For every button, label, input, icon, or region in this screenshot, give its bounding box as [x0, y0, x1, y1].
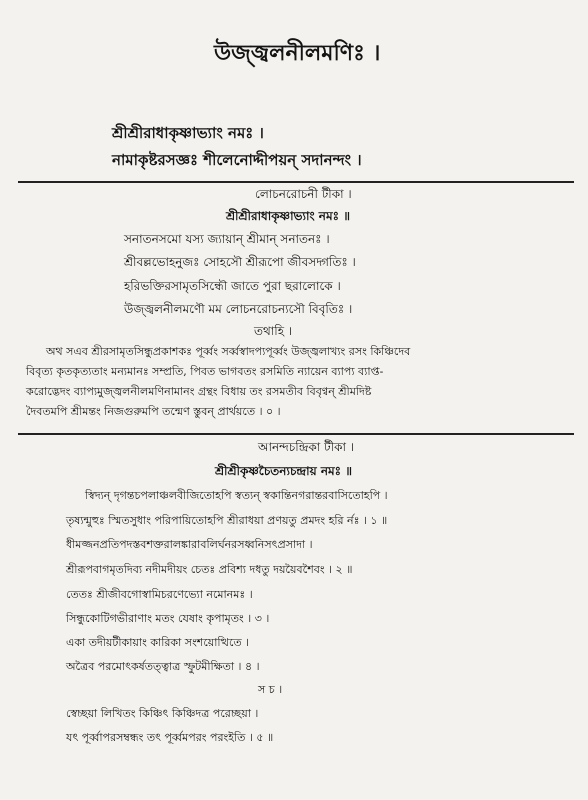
invocation-line-2: নামাকৃষ্টরসজ্ঞঃ শীলেনোদ্দীপয়ন্ সদানন্দং ।: [112, 151, 362, 169]
lochana-heading: লোচনরোচনী টীকা ।: [255, 187, 352, 201]
ananda-line-3: ধীমজ্জনপ্রতিপদস্তবশক্তরালঙ্কারাবলির্ঘনরসধ্বনিসৎপ্রসাদা ।: [66, 538, 313, 551]
ananda-line-8: অত্রৈব পরমোৎকর্ষতত্ত্বাত্র স্ফুটমীক্ষিতা । ৪ ।: [66, 660, 260, 673]
section-divider-top: [18, 181, 574, 183]
section-divider-middle: [18, 433, 574, 435]
lochana-salutation: শ্রীশ্রীরাধাকৃষ্ণাভ্যাং নমঃ ॥: [226, 209, 350, 223]
ananda-salutation: শ্রীশ্রীকৃষ্ণচৈতন্যচন্দ্রায় নমঃ ॥: [215, 464, 353, 478]
ananda-line-6: সিন্ধুকোটিগভীরাণাং মতং যেষাং কৃপামৃতং । ৩ ।: [66, 612, 270, 625]
lochana-prose-line-1: অথ সএব শ্রীরসামৃতসিন্ধুপ্রকাশকঃ পূর্ব্বং সর্ব্বস্বাদপ্যপূর্ব্বং উজ্জ্বলাখ্যং রসং কিঞ্চিদেব: [46, 345, 411, 358]
lochana-tathahi: তথাহি ।: [254, 324, 293, 338]
invocation-line-1: শ্রীশ্রীরাধাকৃষ্ণাভ্যাং নমঃ ।: [112, 124, 264, 142]
lochana-verse-4: উজ্জ্বলনীলমণৌ মম লোচনরোচন্যসৌ বিবৃতিঃ ।: [124, 302, 353, 316]
ananda-line-10: স্বেচ্ছয়া লিখিতং কিঞ্চিৎ কিঞ্চিদত্র পরেচ্ছয়া ।: [66, 707, 259, 720]
lochana-verse-3: হরিভক্তিরসামৃতসিন্ধৌ জাতে পুরা ছরালোকে ।: [124, 279, 341, 293]
lochana-verse-1: সনাতনসমো যস্য জ্যায়ান্ শ্রীমান্ সনাতনঃ ।: [124, 232, 330, 246]
ananda-line-9: স চ ।: [258, 683, 283, 696]
lochana-prose-line-2: বিবৃত্য কৃতকৃত্যতাং মন্যমানঃ সম্প্রতি, পিবত ভাগবতং রসমিতি ন্যায়েন ব্যাপ্য ব্যাপ্ত-: [26, 365, 384, 378]
ananda-line-5: তেতঃ শ্রীজীবগোস্বামিচরণেভ্যো নমোনমঃ ।: [66, 588, 253, 601]
lochana-verse-2: শ্রীবল্লভোহনুজঃ সোহসৌ শ্রীরূপো জীবসদ্গতিঃ ।: [124, 255, 356, 269]
lochana-prose-line-4: দৈবতমপি শ্রীমন্তং নিজগুরুমপি তন্মেণ স্তুবন্ প্রার্থয়তে । ০ ।: [26, 405, 281, 418]
ananda-line-2: তৃষ্যন্মুহুঃ স্মিতসুধাং পরিপায়িতোহপি শ্রীরাধয়া প্রণয়তু প্রমদং হরি র্নঃ । ১ ॥: [66, 514, 388, 527]
page-title: উজ্জ্বলনীলমণিঃ ।: [214, 40, 381, 66]
ananda-line-1: স্বিদ্যন্ দৃগন্তচপলাঞ্চলবীজিতোহপি স্বত্যন্ স্বকান্তিনগরান্তরবাসিতোহপি ।: [85, 489, 388, 502]
ananda-line-11: যৎ পূর্ব্বাপরসম্বন্ধং তৎ পূর্ব্বমপরং পরংইতি । ৫ ॥: [66, 731, 274, 744]
ananda-line-4: শ্রীরূপবাগমৃতদিব্য নদীমদীয়ং চেতঃ প্রবিশ্য দধতু দয়য়ৈবশৈবং । ২ ॥: [66, 563, 353, 576]
lochana-prose-line-3: করোদ্ভেদং ব্যাপ্যমুজ্জ্বলনীলমণিনামানং গ্রন্থং বিধায় তং রসমতীব বিবৃণ্বন্ শ্রীমদিষ্ট: [26, 385, 372, 398]
ananda-heading: আনন্দচন্দ্রিকা টীকা ।: [258, 440, 355, 454]
ananda-line-7: একা তদীয়টীকায়াং কারিকা সংশয়োত্থিতে ।: [66, 636, 250, 649]
